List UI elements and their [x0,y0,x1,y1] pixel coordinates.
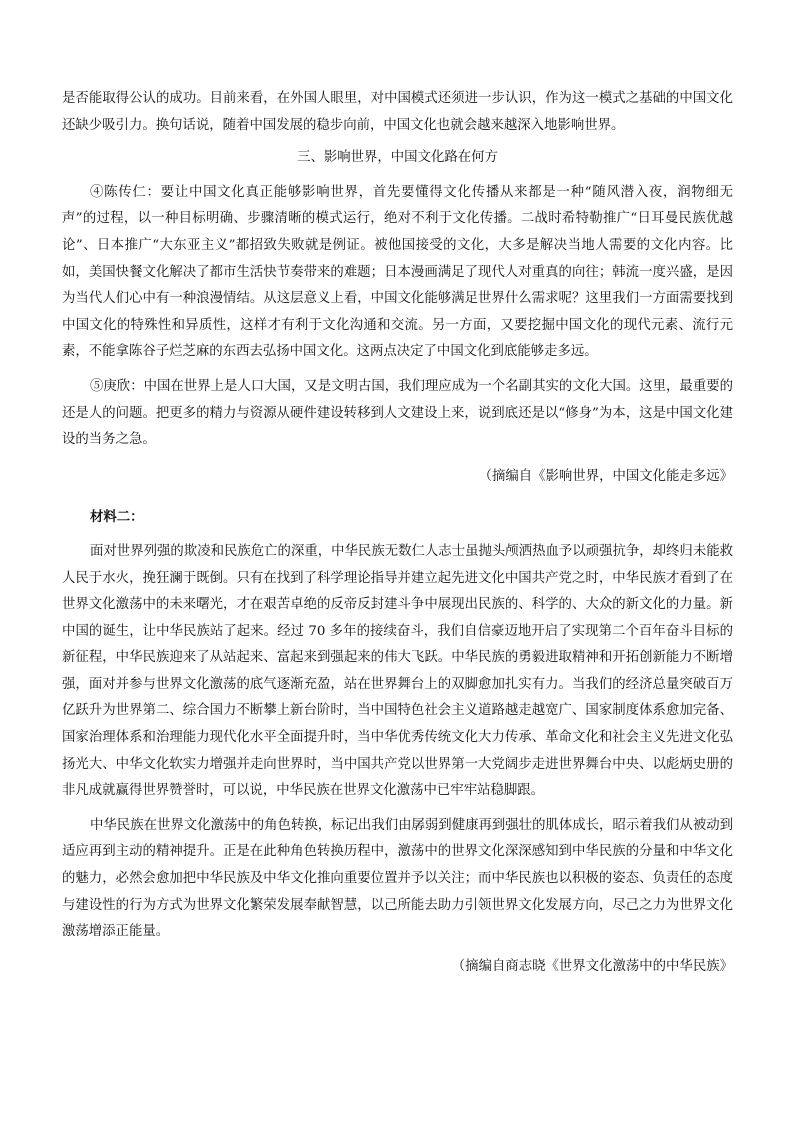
section-heading: 三、影响世界，中国文化路在何方 [297,150,498,166]
material-two-paragraph-2: 中华民族在世界文化激荡中的角色转换，标记出我们由孱弱到健康再到强壮的肌体成长，昭示着我们从被动到适应再到主动的精神提升。正是在此种角色转换历程中，激荡中的世界文化深深感知到中华民族的分量和中华文化的魅力，必然会愈加把中华民族及中华文化推向重要位置并予以关注；而中华民族也以积极的姿态、负责任的态度与建设性的行为方式为世界文化繁荣发展奉献智慧，以己所能去助力引领世界文化发展方向，尽己之力为世界文化激荡增添正能量。 [62,817,733,940]
document-page [62,86,733,980]
source-citation-1: （摘编自《影响世界，中国文化能走多远》 [478,468,733,484]
source-citation-2: （摘编自商志晓《世界文化激荡中的中华民族》 [451,958,733,974]
material-two-label: 材料二： [90,509,144,526]
material-two-paragraph-1: 面对世界列强的欺凌和民族危亡的深重，中华民族无数仁人志士虽抛头颅洒热血予以顽强抗争，却终归未能救人民于水火，挽狂澜于既倒。只有在找到了科学理论指导并建立起先进文化中国共产党之时，中华民族才看到了在世界文化激荡中的未来曙光，才在艰苦卓绝的反帝反封建斗争中展现出民族的、科学的、大众的新文化的力量。新中国的诞生，让中华民族站了起来。经过 70 多年的接续奋斗，我们自信豪迈地开启了实现第二个百年奋斗目标的新征程，中华民族迎来了从站起来、富起来到强起来的伟大飞跃。中华民族的勇毅进取精神和开拓创新能力不断增强，面对并参与世界文化激荡的底气逐渐充盈，站在世界舞台上的双脚愈加扎实有力。当我们的经济总量突破百万亿跃升为世界第二、综合国力不断攀上新台阶时，当中国特色社会主义道路越走越宽广、国家制度体系愈加完备、国家治理体系和治理能力现代化水平全面提升时，当中华优秀传统文化大力传承、革命文化和社会主义先进文化弘扬光大、中华文化软实力增强并走向世界时，当中国共产党以世界第一大党阔步走进世界舞台中央、以彪炳史册的非凡成就赢得世界赞誉时，可以说，中华民族在世界文化激荡中已牢牢站稳脚跟。 [62,543,733,799]
paragraph-5: ⑤庚欣：中国在世界上是人口大国，又是文明古国，我们理应成为一个名副其实的文化大国。这里，最重要的还是人的问题。把更多的精力与资源从硬件建设转移到人文建设上来，说到底还是以“修身”为本，这是中国文化建设的当务之急。 [62,378,733,448]
intro-paragraph: 是否能取得公认的成功。目前来看，在外国人眼里，对中国模式还须进一步认识，作为这一模式之基础的中国文化还缺少吸引力。换句话说，随着中国发展的稳步向前，中国文化也就会越来越深入地影响世界。 [62,91,733,133]
paragraph-4: ④陈传仁：要让中国文化真正能够影响世界，首先要懂得文化传播从来都是一种“随风潜入夜，润物细无声”的过程，以一种目标明确、步骤清晰的模式运行，绝对不利于文化传播。二战时希特勒推广“日耳曼民族优越论”、日本推广“大东亚主义”都招致失败就是例证。被他国接受的文化，大多是解决当地人需要的文化内容。比如，美国快餐文化解决了都市生活快节奏带来的难题；日本漫画满足了现代人对重真的向往；韩流一度兴盛，是因为当代人们心中有一种浪漫情结。从这层意义上看，中国文化能够满足世界什么需求呢？这里我们一方面需要找到中国文化的特殊性和异质性，这样才有利于文化沟通和交流。另一方面，又要挖掘中国文化的现代元素、流行元素，不能拿陈谷子烂芝麻的东西去弘扬中国文化。这两点决定了中国文化到底能够走多远。 [62,184,733,360]
